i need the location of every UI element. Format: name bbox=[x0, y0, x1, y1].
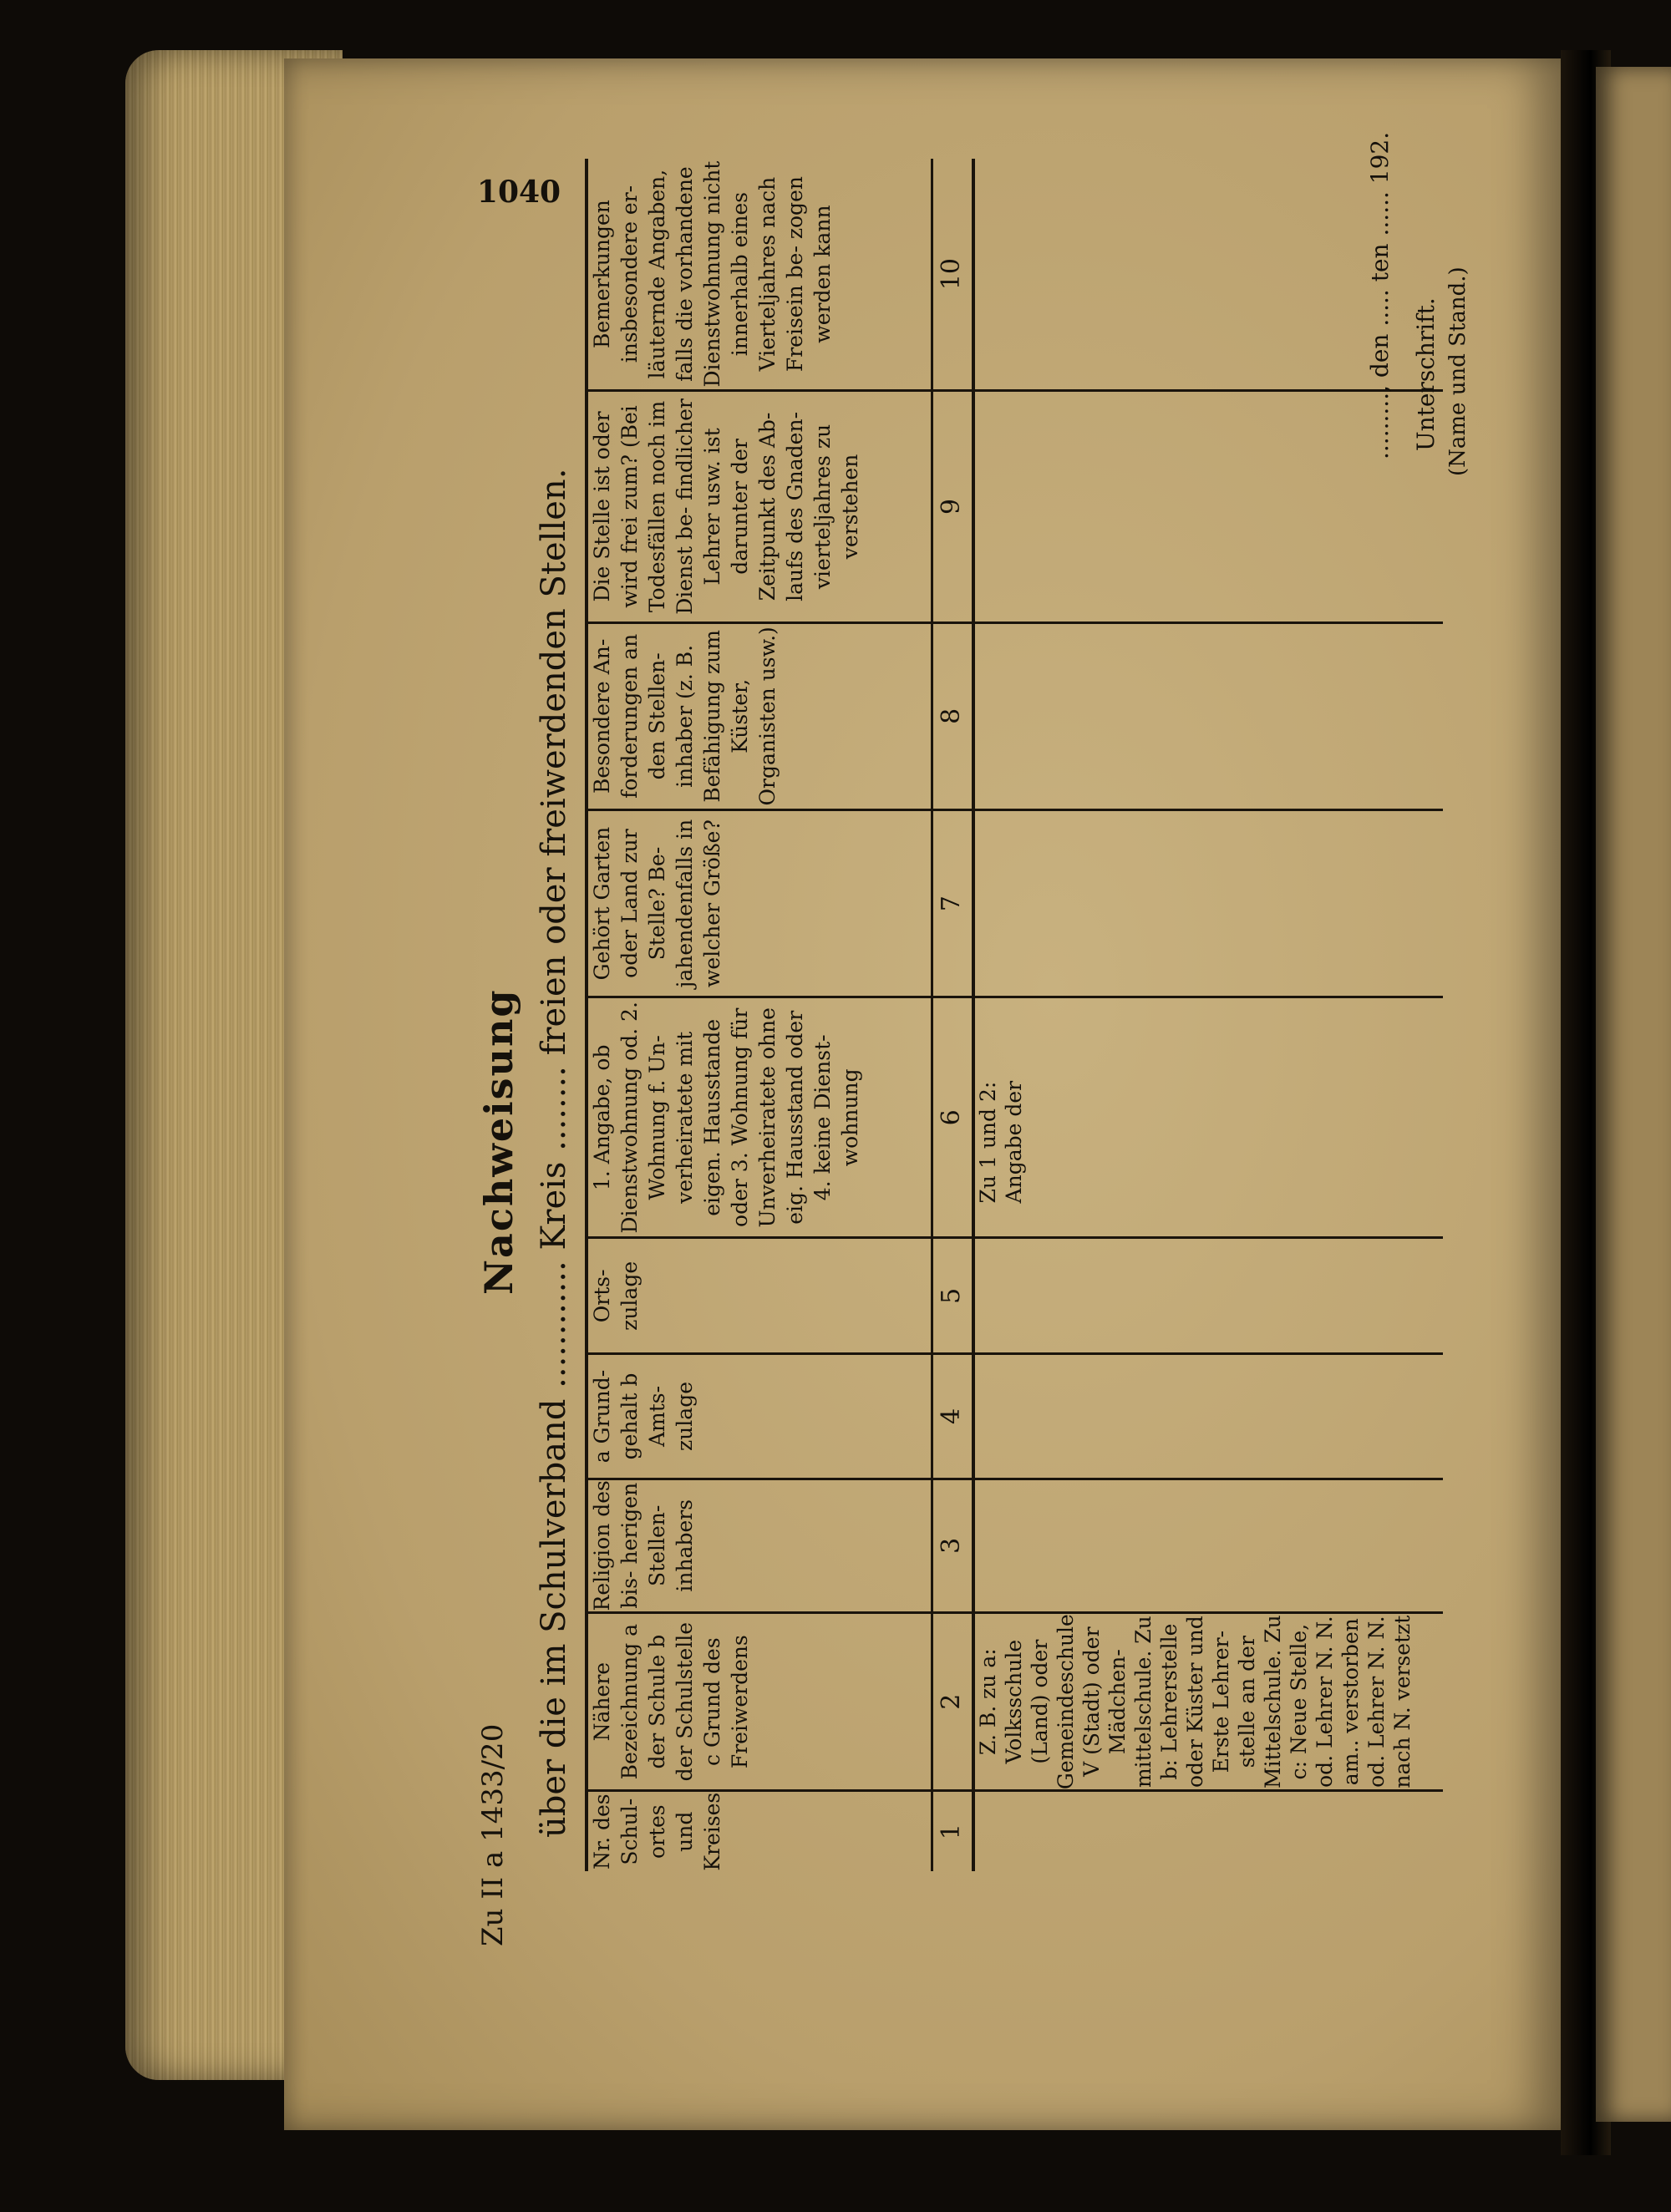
column-number: 8 bbox=[932, 622, 974, 809]
header-cell: Nähere Bezeichnung a der Schule b der Schulstelle c Grund des Freiwerdens bbox=[587, 1612, 932, 1791]
column-number: 4 bbox=[932, 1354, 974, 1479]
column-number-row bbox=[932, 159, 974, 1871]
column-number: 6 bbox=[932, 997, 974, 1238]
rotated-form bbox=[460, 84, 1629, 1946]
header-cell: Orts- zulage bbox=[587, 1238, 932, 1354]
column-number: 2 bbox=[932, 1612, 974, 1791]
header-cell: Religion des bis- herigen Stellen- inhabers bbox=[587, 1479, 932, 1612]
column-number: 5 bbox=[932, 1238, 974, 1354]
header-cell: Bemerkungen insbesondere er- läuternde Angaben, falls die vorhandene Dienstwohnung nicht innerhalb eines Vierteljahres nach Freisein be- zogen werden kann bbox=[587, 159, 932, 391]
example-text-col2: Z. B. zu a: Volksschule (Land) oder Gemeindeschule V (Stadt) oder Mädchen- mittelschule. Zu b: Lehrerstelle oder Küster und Erste Lehrer- stelle an der Mittelschule. Zu c: Neue Stelle, od. Lehrer N. N. am.. verstorben od. Lehrer N. N. nach N. versetzt bbox=[973, 1612, 1443, 1791]
body-cell bbox=[973, 1479, 1443, 1612]
body-cell bbox=[973, 1354, 1443, 1479]
signature-sublabel: (Name und Stand.) bbox=[1445, 266, 1470, 476]
column-number: 7 bbox=[932, 809, 974, 997]
example-text-col6: Zu 1 und 2: Angabe der bbox=[973, 997, 1443, 1238]
body-cell bbox=[973, 1791, 1443, 1871]
header-cell: 1. Angabe, ob Dienstwohnung od. 2. Wohnung f. Un- verheiratete mit eigen. Hausstande oder 3. Wohnung für Unverheiratete ohne eig. Hausstand oder 4. keine Dienst- wohnung bbox=[587, 997, 932, 1238]
header-cell: Besondere An- forderungen an den Stellen- inhaber (z. B. Befähigung zum Küster, Organisten usw.) bbox=[587, 622, 932, 809]
header-cell: Die Stelle ist oder wird frei zum? (Bei Todesfällen noch im Dienst be- findlicher Lehrer usw. ist darunter der Zeitpunkt des Ab- laufs des Gnaden- vierteljahres zu verstehen bbox=[587, 391, 932, 623]
column-number: 1 bbox=[932, 1791, 974, 1871]
form-subtitle: über die im Schulverband ............ Kreis ........ freien oder freiwerdenden Stellen. bbox=[535, 468, 573, 1838]
header-cell: Gehört Garten oder Land zur Stelle? Be- jahendenfalls in welcher Größe? bbox=[587, 809, 932, 997]
page-title: Nachweisung bbox=[476, 988, 521, 1295]
header-cell: Nr. des Schul- ortes und Kreises bbox=[587, 1791, 932, 1871]
body-cell bbox=[973, 622, 1443, 809]
page-number: 1040 bbox=[476, 174, 561, 210]
date-line: ........., den ..... ten ...... 192. bbox=[1366, 131, 1394, 459]
header-cell: a Grund- gehalt b Amts- zulage bbox=[587, 1354, 932, 1479]
body-cell bbox=[973, 809, 1443, 997]
body-cell bbox=[973, 1238, 1443, 1354]
column-number: 10 bbox=[932, 159, 974, 391]
form-table bbox=[585, 159, 1443, 1871]
header-row bbox=[587, 159, 932, 1871]
column-number: 3 bbox=[932, 1479, 974, 1612]
reference-number: Zu II a 1433/20 bbox=[476, 1723, 510, 1946]
signature-label: Unterschrift. bbox=[1412, 297, 1440, 451]
column-number: 9 bbox=[932, 391, 974, 623]
